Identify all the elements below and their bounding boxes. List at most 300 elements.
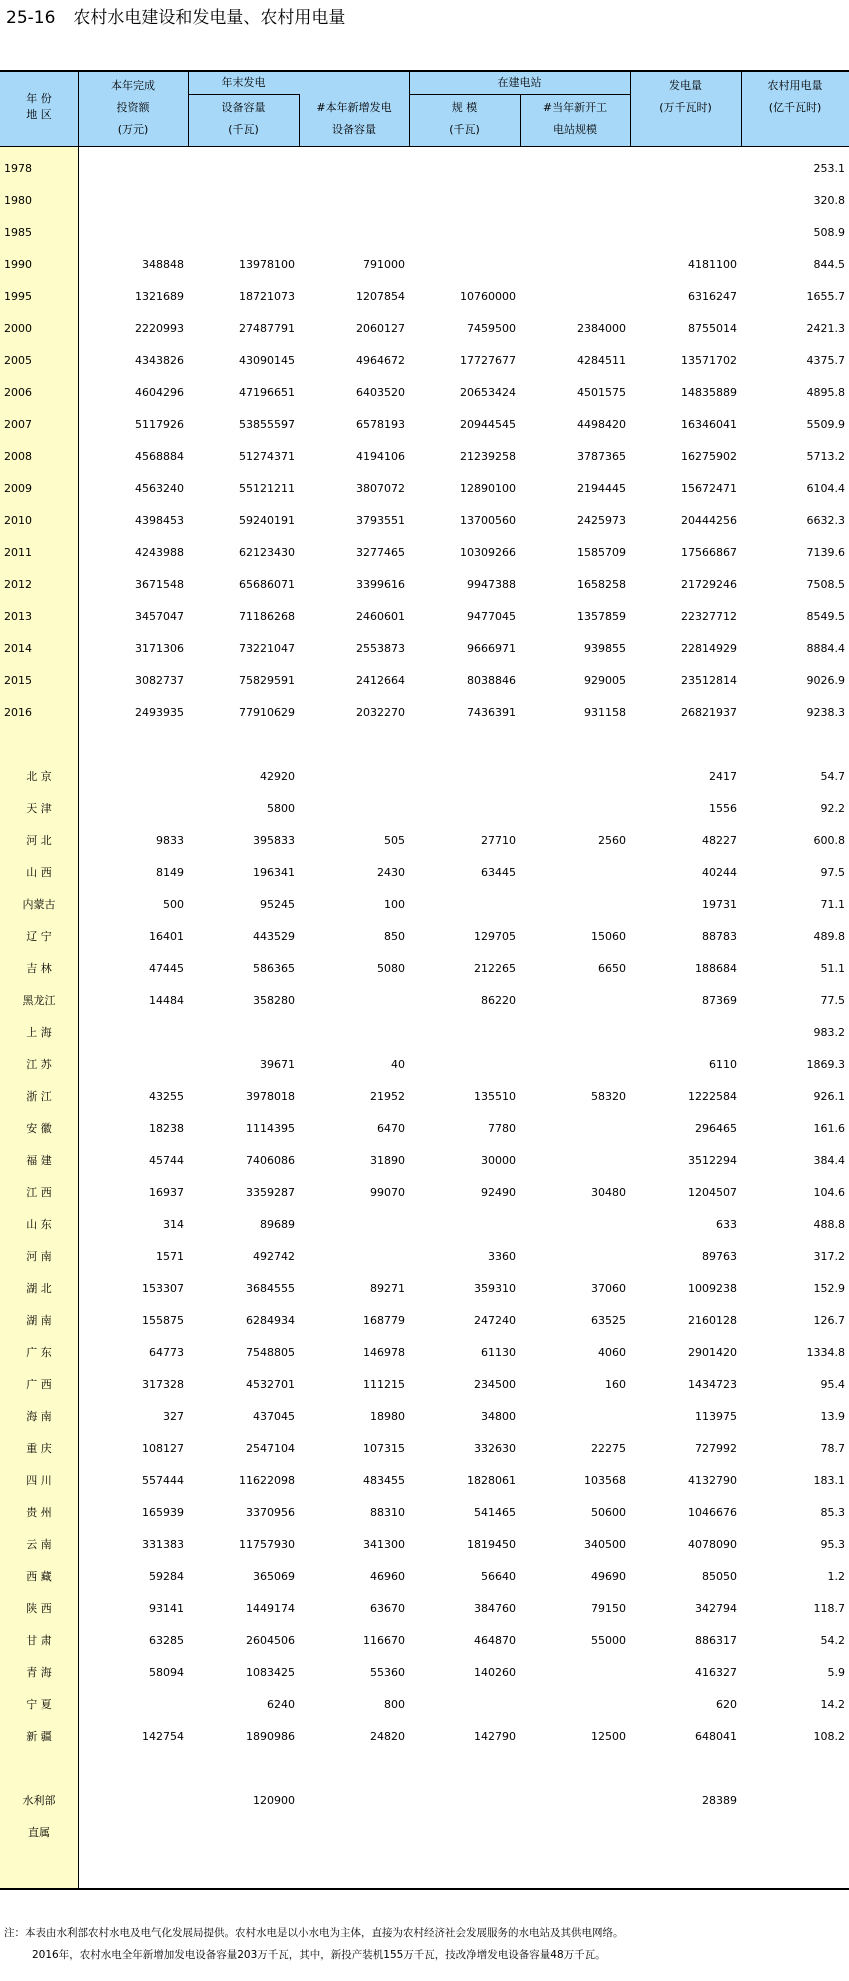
table-cell: 633 — [716, 1217, 737, 1231]
table-cell — [188, 184, 299, 216]
table-cell: 3807072 — [356, 481, 405, 495]
row-label — [0, 728, 78, 760]
table-cell: 2547104 — [246, 1441, 295, 1455]
table-cell: 9026.9 — [806, 673, 845, 687]
table-cell — [78, 1688, 188, 1720]
table-cell: 9238.3 — [806, 705, 845, 719]
table-row — [0, 1016, 849, 1048]
table-cell: 3171306 — [135, 641, 184, 655]
table-cell: 196341 — [253, 865, 295, 879]
table-cell — [520, 184, 630, 216]
table-cell: 14835889 — [681, 385, 737, 399]
table-cell — [299, 184, 409, 216]
table-cell: 77910629 — [239, 705, 295, 719]
table-cell — [78, 1752, 188, 1784]
table-cell — [299, 792, 409, 824]
table-cell: 183.1 — [813, 1473, 845, 1487]
table-cell — [630, 1816, 741, 1848]
table-cell — [630, 184, 741, 216]
table-cell: 5117926 — [135, 417, 184, 431]
table-cell: 71186268 — [239, 609, 295, 623]
table-cell: 4078090 — [688, 1537, 737, 1551]
table-cell: 489.8 — [813, 929, 845, 943]
table-cell: 108127 — [142, 1441, 184, 1455]
row-label: 2006 — [4, 385, 32, 399]
table-cell — [299, 1016, 409, 1048]
table-cell: 4132790 — [688, 1473, 737, 1487]
table-row — [0, 1592, 849, 1624]
table-cell — [409, 184, 520, 216]
table-cell — [741, 1784, 849, 1816]
table-cell — [520, 1752, 630, 1784]
table-cell: 247240 — [474, 1313, 516, 1327]
table-cell: 2421.3 — [806, 321, 845, 335]
table-cell: 384760 — [474, 1601, 516, 1615]
table-cell: 79150 — [591, 1601, 626, 1615]
table-cell: 1828061 — [467, 1473, 516, 1487]
table-row — [0, 888, 849, 920]
table-cell: 73221047 — [239, 641, 295, 655]
table-cell — [409, 1048, 520, 1080]
table-cell — [520, 280, 630, 312]
table-cell: 75829591 — [239, 673, 295, 687]
table-cell: 2220993 — [135, 321, 184, 335]
table-cell: 1434723 — [688, 1377, 737, 1391]
table-cell: 1334.8 — [806, 1345, 845, 1359]
table-cell: 10760000 — [460, 289, 516, 303]
row-label: 1985 — [4, 225, 32, 239]
row-label: 2011 — [4, 545, 32, 559]
row-label: 上 海 — [26, 1026, 52, 1039]
table-cell: 7459500 — [467, 321, 516, 335]
table-row — [0, 1080, 849, 1112]
row-label: 山 西 — [26, 866, 52, 879]
table-cell — [520, 1144, 630, 1176]
table-cell — [299, 760, 409, 792]
page-title — [6, 6, 345, 30]
table-cell: 40 — [391, 1057, 405, 1071]
table-cell: 3684555 — [246, 1281, 295, 1295]
header-capacity-new: #本年新增发电 设备容量 — [316, 101, 392, 136]
table-cell: 45744 — [149, 1153, 184, 1167]
column-divider — [630, 72, 631, 146]
table-row — [0, 1624, 849, 1656]
table-cell: 30480 — [591, 1185, 626, 1199]
table-cell: 86220 — [481, 993, 516, 1007]
table-cell: 140260 — [474, 1665, 516, 1679]
table-cell — [299, 152, 409, 184]
table-cell: 7406086 — [246, 1153, 295, 1167]
table-cell: 5.9 — [827, 1665, 845, 1679]
table-row — [0, 408, 849, 440]
table-cell: 1046676 — [688, 1505, 737, 1519]
table-cell: 6632.3 — [806, 513, 845, 527]
table-cell: 1009238 — [688, 1281, 737, 1295]
header-sub-divider — [299, 94, 300, 146]
table-cell: 17727677 — [460, 353, 516, 367]
table-cell: 135510 — [474, 1089, 516, 1103]
table-cell: 348848 — [142, 257, 184, 271]
table-row — [0, 664, 849, 696]
table-cell: 365069 — [253, 1569, 295, 1583]
table-cell: 95245 — [260, 897, 295, 911]
table-row — [0, 856, 849, 888]
table-row — [0, 1400, 849, 1432]
row-label: 四 川 — [26, 1474, 52, 1487]
row-label: 海 南 — [26, 1410, 52, 1423]
table-cell: 2560 — [598, 833, 626, 847]
table-cell: 9833 — [156, 833, 184, 847]
header-bottom-rule — [0, 146, 849, 147]
table-row — [0, 1464, 849, 1496]
table-cell: 13571702 — [681, 353, 737, 367]
table-cell — [409, 792, 520, 824]
row-label: 宁 夏 — [26, 1698, 52, 1711]
row-label: 2000 — [4, 321, 32, 335]
table-cell — [78, 760, 188, 792]
table-cell — [520, 1112, 630, 1144]
row-label: 2013 — [4, 609, 32, 623]
table-cell: 1357859 — [577, 609, 626, 623]
row-label: 湖 北 — [26, 1282, 52, 1295]
table-cell: 10309266 — [460, 545, 516, 559]
table-cell: 1204507 — [688, 1185, 737, 1199]
row-label: 1990 — [4, 257, 32, 271]
table-cell: 58320 — [591, 1089, 626, 1103]
table-cell — [409, 728, 520, 760]
table-cell: 8549.5 — [806, 609, 845, 623]
table-cell: 27710 — [481, 833, 516, 847]
table-cell: 1556 — [709, 801, 737, 815]
table-cell: 40244 — [702, 865, 737, 879]
table-cell: 341300 — [363, 1537, 405, 1551]
table-cell: 120900 — [253, 1793, 295, 1807]
table-cell: 63525 — [591, 1313, 626, 1327]
table-cell: 103568 — [584, 1473, 626, 1487]
table-cell: 92.2 — [820, 801, 845, 815]
table-row — [0, 472, 849, 504]
table-cell: 296465 — [695, 1121, 737, 1135]
table-cell: 42920 — [260, 769, 295, 783]
table-cell: 492742 — [253, 1249, 295, 1263]
column-divider — [741, 72, 742, 146]
header-construction-scale: 规 模 (千瓦) — [449, 101, 480, 136]
table-row — [0, 1176, 849, 1208]
table-row — [0, 376, 849, 408]
table-cell: 253.1 — [813, 161, 845, 175]
row-label: 广 西 — [26, 1378, 52, 1391]
table-cell: 53855597 — [239, 417, 295, 431]
table-cell: 2032270 — [356, 705, 405, 719]
table-cell: 342794 — [695, 1601, 737, 1615]
row-label: 2016 — [4, 705, 32, 719]
row-label: 重 庆 — [26, 1442, 52, 1455]
table-cell: 8755014 — [688, 321, 737, 335]
table-cell: 168779 — [363, 1313, 405, 1327]
table-row — [0, 568, 849, 600]
table-cell: 18721073 — [239, 289, 295, 303]
table-cell: 22275 — [591, 1441, 626, 1455]
table-cell: 63285 — [149, 1633, 184, 1647]
table-row — [0, 1432, 849, 1464]
table-cell: 63445 — [481, 865, 516, 879]
table-cell: 1207854 — [356, 289, 405, 303]
table-row — [0, 952, 849, 984]
row-label: 青 海 — [26, 1666, 52, 1679]
table-cell: 1114395 — [246, 1121, 295, 1135]
table-row — [0, 600, 849, 632]
table-cell — [520, 1016, 630, 1048]
table-cell: 1585709 — [577, 545, 626, 559]
table-cell — [299, 1784, 409, 1816]
row-label: 2008 — [4, 449, 32, 463]
table-cell: 146978 — [363, 1345, 405, 1359]
table-cell — [409, 216, 520, 248]
table-cell: 7436391 — [467, 705, 516, 719]
table-cell: 929005 — [584, 673, 626, 687]
table-cell — [741, 728, 849, 760]
table-row — [0, 792, 849, 824]
table-cell — [188, 152, 299, 184]
table-cell — [630, 1752, 741, 1784]
table-cell — [520, 792, 630, 824]
table-cell — [78, 216, 188, 248]
table-cell: 49690 — [591, 1569, 626, 1583]
table-cell: 78.7 — [820, 1441, 845, 1455]
table-cell — [630, 216, 741, 248]
table-cell: 5080 — [377, 961, 405, 975]
table-cell — [520, 888, 630, 920]
table-row — [0, 248, 849, 280]
table-cell: 8149 — [156, 865, 184, 879]
table-row — [0, 1368, 849, 1400]
table-cell — [78, 1016, 188, 1048]
notes — [4, 1922, 624, 1966]
table-cell: 4375.7 — [806, 353, 845, 367]
table-row — [0, 440, 849, 472]
row-label: 贵 州 — [26, 1506, 52, 1519]
table-cell: 3359287 — [246, 1185, 295, 1199]
table-cell: 727992 — [695, 1441, 737, 1455]
table-cell: 21729246 — [681, 577, 737, 591]
table-cell: 2417 — [709, 769, 737, 783]
table-cell — [520, 1240, 630, 1272]
table-cell: 4532701 — [246, 1377, 295, 1391]
table-row — [0, 344, 849, 376]
table-cell: 3082737 — [135, 673, 184, 687]
table-cell: 317328 — [142, 1377, 184, 1391]
table-cell — [409, 888, 520, 920]
row-label: 天 津 — [26, 802, 52, 815]
row-label: 2014 — [4, 641, 32, 655]
table-cell — [409, 1752, 520, 1784]
table-row — [0, 632, 849, 664]
table-cell: 4501575 — [577, 385, 626, 399]
table-row — [0, 1496, 849, 1528]
table-cell: 3793551 — [356, 513, 405, 527]
table-cell: 58094 — [149, 1665, 184, 1679]
table-cell — [520, 984, 630, 1016]
table-row — [0, 1752, 849, 1784]
table-cell: 16401 — [149, 929, 184, 943]
table-cell: 88310 — [370, 1505, 405, 1519]
table-cell: 5713.2 — [806, 449, 845, 463]
table-cell: 2493935 — [135, 705, 184, 719]
table-cell: 99070 — [370, 1185, 405, 1199]
table-cell — [188, 216, 299, 248]
table-cell: 34800 — [481, 1409, 516, 1423]
table-cell: 437045 — [253, 1409, 295, 1423]
table-cell: 4243988 — [135, 545, 184, 559]
row-label: 山 东 — [26, 1218, 52, 1231]
table-cell: 791000 — [363, 257, 405, 271]
table-row — [0, 1272, 849, 1304]
table-cell: 2194445 — [577, 481, 626, 495]
table-cell: 30000 — [481, 1153, 516, 1167]
table-cell: 97.5 — [820, 865, 845, 879]
table-cell: 16275902 — [681, 449, 737, 463]
table-row — [0, 760, 849, 792]
row-label: 1980 — [4, 193, 32, 207]
table-cell: 586365 — [253, 961, 295, 975]
table-cell: 24820 — [370, 1729, 405, 1743]
table-cell — [78, 1784, 188, 1816]
table-cell: 108.2 — [813, 1729, 845, 1743]
table-cell: 3277465 — [356, 545, 405, 559]
table-cell — [630, 1016, 741, 1048]
table-cell: 3512294 — [688, 1153, 737, 1167]
table-cell — [78, 184, 188, 216]
table-row — [0, 1240, 849, 1272]
table-cell: 416327 — [695, 1665, 737, 1679]
table-cell — [188, 1752, 299, 1784]
table-cell: 21239258 — [460, 449, 516, 463]
row-label: 安 徽 — [26, 1122, 52, 1135]
table-cell: 6110 — [709, 1057, 737, 1071]
row-label: 辽 宁 — [26, 930, 52, 943]
table-cell: 113975 — [695, 1409, 737, 1423]
table-row — [0, 1336, 849, 1368]
table-cell: 11622098 — [239, 1473, 295, 1487]
table-cell — [741, 1752, 849, 1784]
table-cell: 28389 — [702, 1793, 737, 1807]
row-label: 河 南 — [26, 1250, 52, 1263]
table-cell: 464870 — [474, 1633, 516, 1647]
table-cell: 50600 — [591, 1505, 626, 1519]
table-cell: 384.4 — [813, 1153, 845, 1167]
table-cell: 4194106 — [356, 449, 405, 463]
table-cell: 212265 — [474, 961, 516, 975]
table-cell — [299, 1240, 409, 1272]
table-cell: 20944545 — [460, 417, 516, 431]
table-cell: 4498420 — [577, 417, 626, 431]
table-cell: 6403520 — [356, 385, 405, 399]
note-line: 注：本表由水利部农村水电及电气化发展局提供。农村水电是以小水电为主体，直接为农村经济社会发展服务的水电站及其供电网络。 — [4, 1927, 624, 1939]
table-cell: 359310 — [474, 1281, 516, 1295]
table-cell: 4568884 — [135, 449, 184, 463]
table-cell — [630, 152, 741, 184]
row-label: 广 东 — [26, 1346, 52, 1359]
table-cell: 14.2 — [820, 1697, 845, 1711]
table-cell: 39671 — [260, 1057, 295, 1071]
table-cell: 59240191 — [239, 513, 295, 527]
table-cell: 85050 — [702, 1569, 737, 1583]
table-cell: 62123430 — [239, 545, 295, 559]
table-cell: 1890986 — [246, 1729, 295, 1743]
table-cell: 314 — [163, 1217, 184, 1231]
table-cell: 155875 — [142, 1313, 184, 1327]
table-cell: 13700560 — [460, 513, 516, 527]
table-cell: 61130 — [481, 1345, 516, 1359]
table-cell: 2160128 — [688, 1313, 737, 1327]
table-cell: 4284511 — [577, 353, 626, 367]
table-cell: 15672471 — [681, 481, 737, 495]
table-cell: 4964672 — [356, 353, 405, 367]
table-cell: 71.1 — [820, 897, 845, 911]
table-cell: 55121211 — [239, 481, 295, 495]
row-label: 江 苏 — [26, 1058, 52, 1071]
table-cell: 31890 — [370, 1153, 405, 1167]
table-cell: 95.3 — [820, 1537, 845, 1551]
header-sub-rule — [188, 94, 299, 95]
table-cell: 43090145 — [239, 353, 295, 367]
table-cell — [409, 1016, 520, 1048]
table-row — [0, 1528, 849, 1560]
table-cell: 6316247 — [688, 289, 737, 303]
table-row — [0, 504, 849, 536]
table-cell: 54.7 — [820, 769, 845, 783]
table-cell: 18980 — [370, 1409, 405, 1423]
row-label: 湖 南 — [26, 1314, 52, 1327]
table-cell: 1222584 — [688, 1089, 737, 1103]
table-cell: 331383 — [142, 1537, 184, 1551]
row-label: 新 疆 — [26, 1730, 52, 1743]
table-cell: 56640 — [481, 1569, 516, 1583]
table-cell: 1.2 — [827, 1569, 845, 1583]
table-cell: 4563240 — [135, 481, 184, 495]
table-cell: 6240 — [267, 1697, 295, 1711]
table-cell: 111215 — [363, 1377, 405, 1391]
table-cell — [188, 728, 299, 760]
table-cell: 4343826 — [135, 353, 184, 367]
row-label — [0, 1752, 78, 1784]
table-cell — [520, 1656, 630, 1688]
table-cell: 92490 — [481, 1185, 516, 1199]
table-cell: 77.5 — [820, 993, 845, 1007]
table-cell — [520, 1400, 630, 1432]
header-investment: 本年完成 投资额 (万元) — [111, 79, 155, 136]
table-row — [0, 1048, 849, 1080]
table-cell — [78, 1816, 188, 1848]
table-cell: 508.9 — [813, 225, 845, 239]
table-cell: 1819450 — [467, 1537, 516, 1551]
table-cell: 557444 — [142, 1473, 184, 1487]
table-cell: 51.1 — [820, 961, 845, 975]
table-cell: 2901420 — [688, 1345, 737, 1359]
table-cell: 22814929 — [681, 641, 737, 655]
column-divider — [409, 72, 410, 146]
note-line: 2016年，农村水电全年新增加发电设备容量203万千瓦，其中，新投产装机155万千瓦，技改净增发电设备容量48万千瓦。 — [32, 1949, 606, 1961]
table-cell: 4060 — [598, 1345, 626, 1359]
table-cell: 59284 — [149, 1569, 184, 1583]
table-cell: 620 — [716, 1697, 737, 1711]
table-cell — [520, 856, 630, 888]
row-label: 直属 — [28, 1826, 50, 1839]
table-cell: 2412664 — [356, 673, 405, 687]
table-cell — [409, 1816, 520, 1848]
table-cell: 7548805 — [246, 1345, 295, 1359]
header-region: 年 份 地 区 — [26, 92, 52, 121]
